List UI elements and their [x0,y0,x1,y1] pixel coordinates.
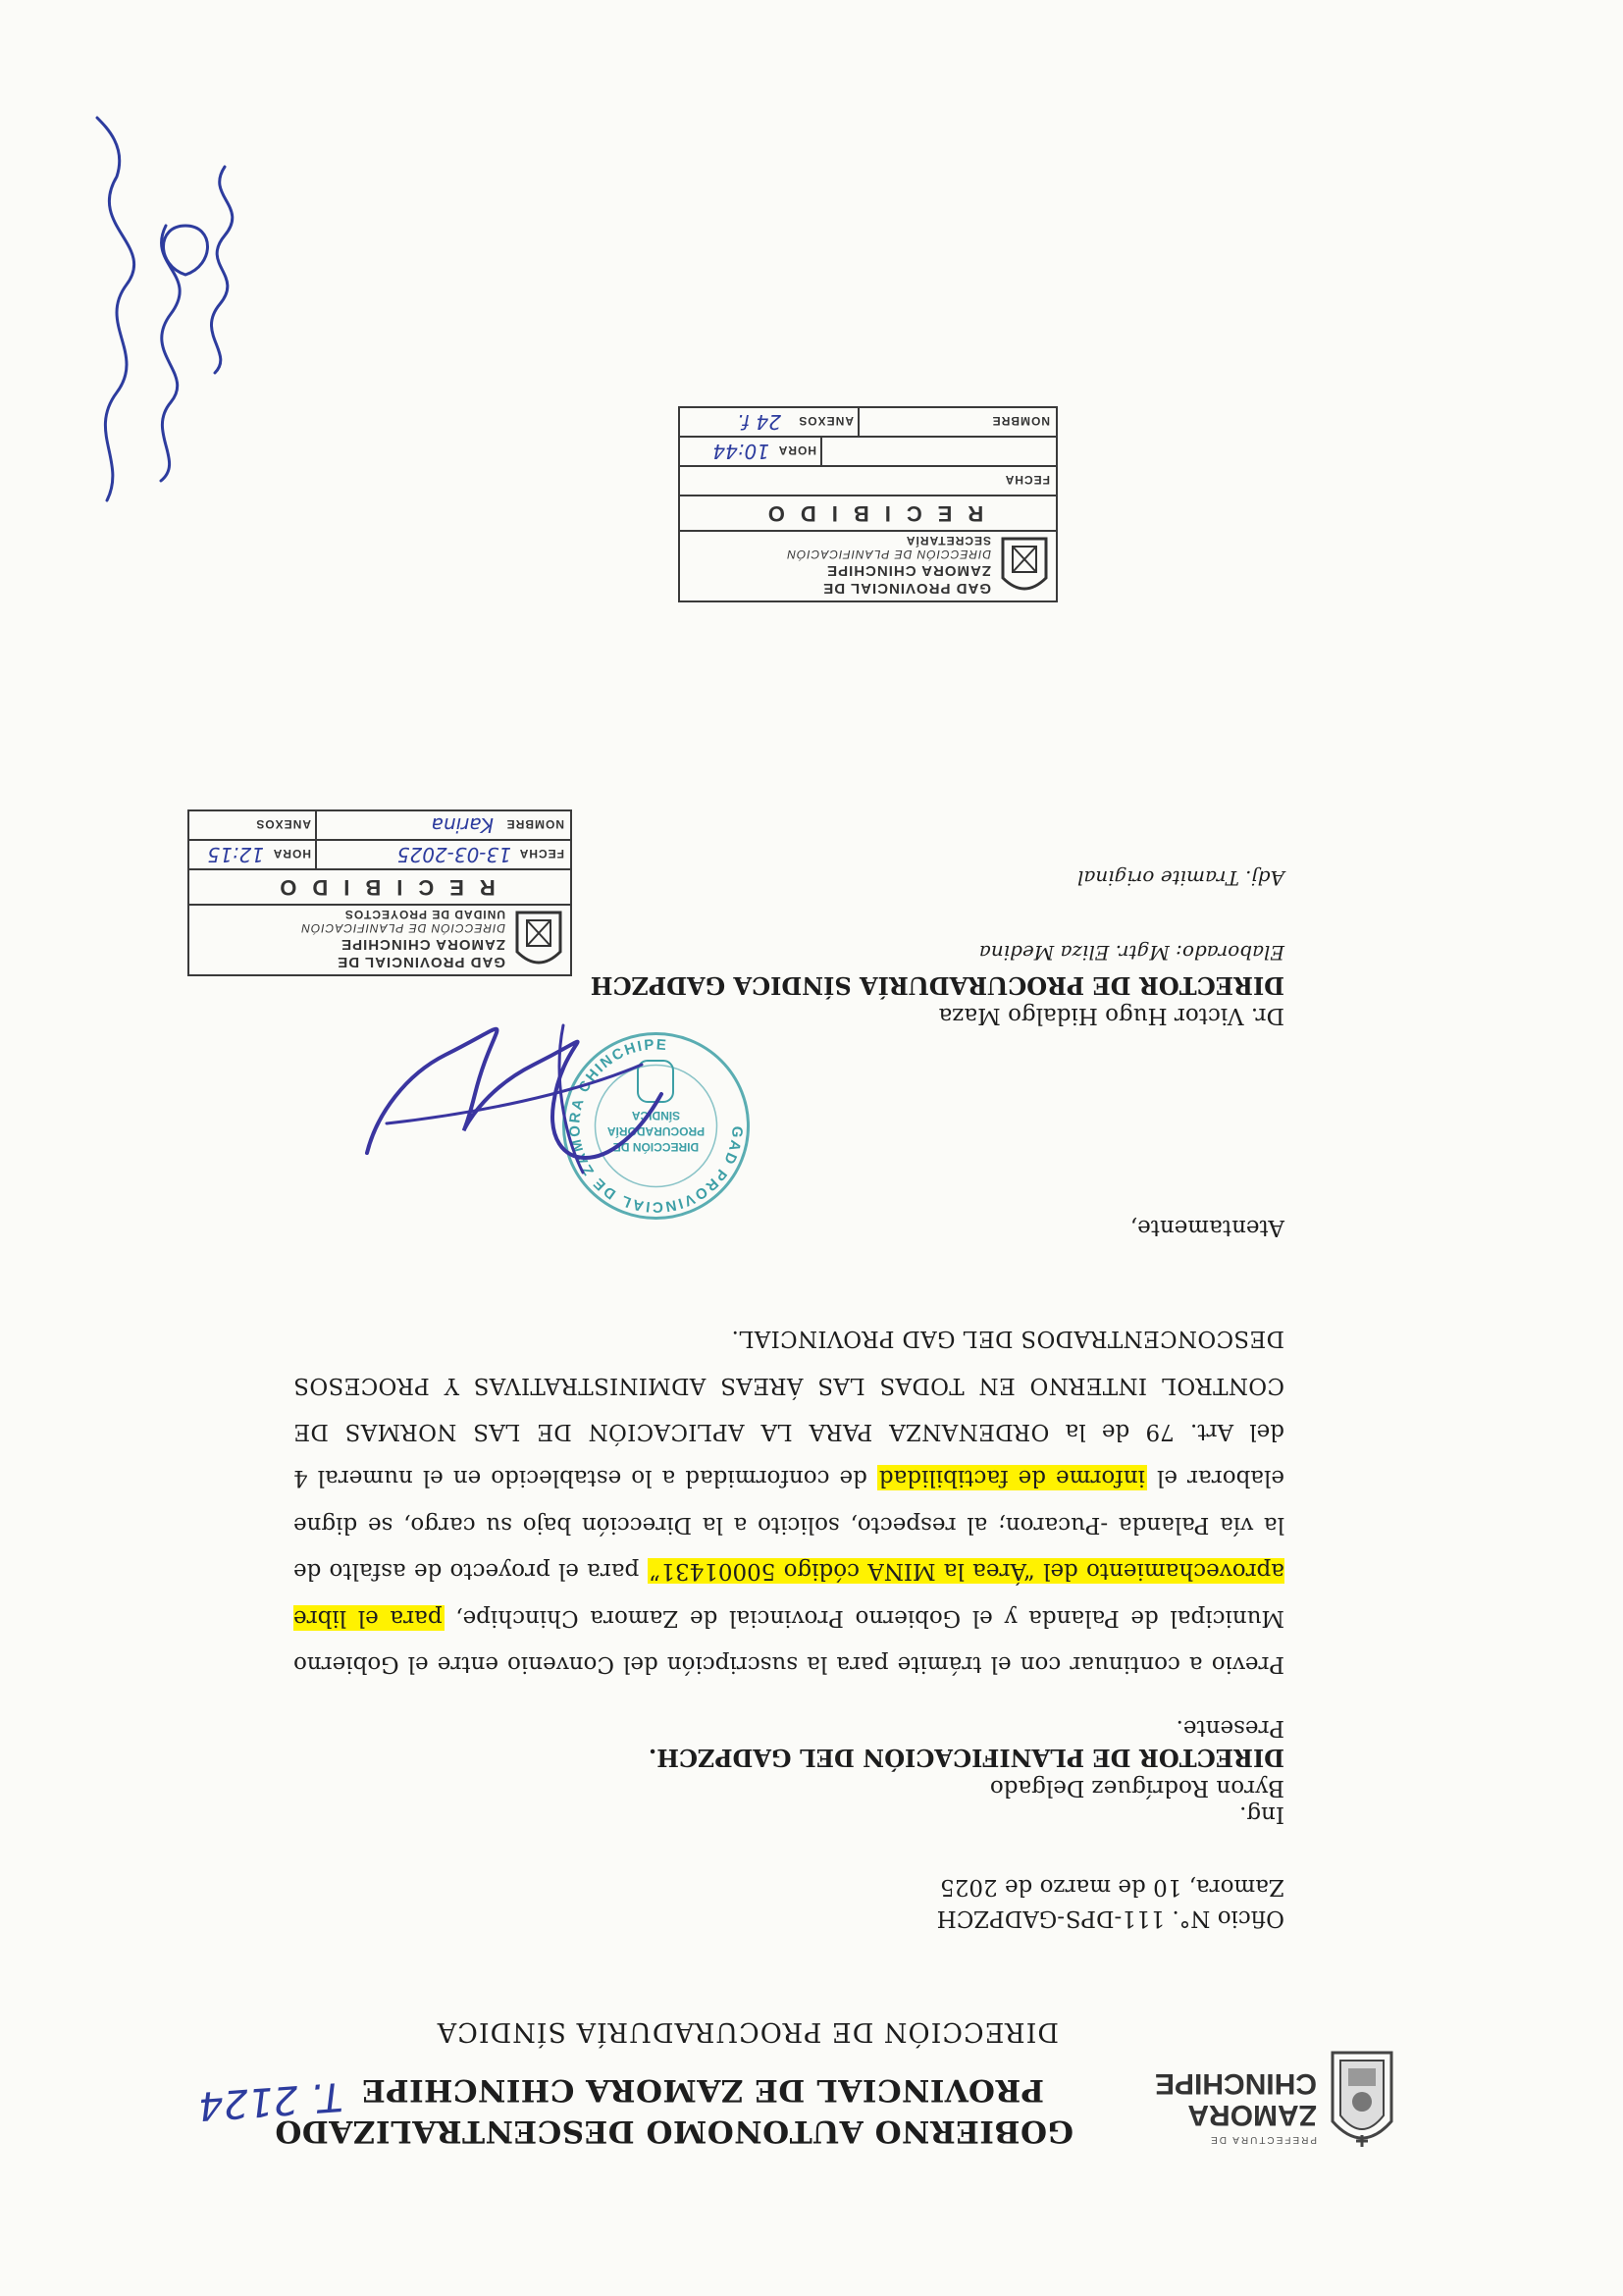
hora-value: 10:44 [712,440,769,463]
body-text-1: Previo a continuar con el trámite para la suscripción del Convenio entre el Gobierno Municipal de Palanda y el Gobierno Provincial de Zamora Chinchipe, [293,1604,1284,1677]
organization-name-line-1: GOBIERNO AUTONOMO DESCENTRALIZADO [274,2113,1073,2149]
stamp-line-3: DIRECCIÓN DE PLANIFICACIÓN [300,921,505,935]
handwritten-signature [347,1006,701,1212]
stamp-received-label: RECIBIDO [189,868,570,904]
fecha-label: FECHA [1004,473,1050,487]
prepared-by: Elaborado: Mgtr. Eliza Medina [978,941,1284,965]
attachment-note: Adj. Tramite original [1077,866,1284,890]
hora-label: HORA [272,847,311,861]
addressee-title: Ing. [1239,1801,1284,1827]
addressee-greeting: Presente. [1176,1715,1284,1741]
handwritten-margin-note [68,108,254,520]
stamp-line-2: ZAMORA CHINCHIPE [340,936,505,953]
fecha-label: FECHA [518,847,564,861]
signer-name: Dr. Victor Hugo Hidalgo Maza [938,1003,1284,1028]
department-name: DIRECCIÓN DE PROCURADURÍA SÍNDICA [436,2016,1059,2047]
stamp-line-1: GAD PROVINCIAL DE [822,580,991,597]
received-stamp-secretaria [678,406,1058,602]
stamp-row-date [680,465,1056,495]
prefectura-logo [1154,2033,1399,2151]
addressee-position: DIRECTOR DE PLANIFICACIÓN DEL GADPZCH. [648,1744,1284,1772]
stamp-row-time [680,436,1056,465]
stamp-line-4: SECRETARÍA [905,534,991,548]
logo-line-1: ZAMORA [1187,2099,1317,2131]
addressee-name: Byron Rodríguez Delgado [989,1775,1284,1800]
body-text-2: para el proyecto de asfalto de la vía Palanda -Pucaron; al respecto, solicito a la Dirección bajo su cargo, se digne elaborar el [293,1465,1284,1585]
ordinance-title: ORDENANZA PARA LA APLICACIÓN DE LAS NORMAS DE CONTROL INTERNO EN TODAS LAS ÁREAS ADMINISTRATIVAS Y PROCESOS DESCONCENTRADOS DEL GAD PROVINCIAL. [292,1326,1284,1444]
seal-inner-line-2: PROCURADORÍA [606,1124,706,1138]
stamp-row-date-time [189,839,570,868]
oficio-number: Oficio N°. 111-DPS-GADPZCH [936,1905,1284,1931]
nombre-label: NOMBRE [991,414,1050,428]
stamp-received-label: RECIBIDO [680,495,1056,530]
seal-inner-line-1: DIRECCIÓN DE [612,1140,700,1154]
anexos-value: 24 f. [737,410,781,434]
stamp-line-2: ZAMORA CHINCHIPE [826,562,991,579]
crest-icon [1325,2049,1399,2151]
stamp-row-name-annexes [680,408,1056,436]
stamp-line-1: GAD PROVINCIAL DE [337,954,505,970]
stamp-row-name-annexes [189,811,570,839]
signer-position: DIRECTOR DE PROCURADURÍA SÍNDICA GADPZCH [590,971,1284,1000]
body-text-3: de conformidad a lo establecido en el numeral 4 del Art. 79 de la [292,1418,1284,1491]
organization-name-line-2: PROVINCIAL DE ZAMORA CHINCHIPE [361,2072,1044,2108]
registry-number-handwritten: T. 2124 [196,2072,344,2129]
nombre-label: NOMBRE [505,817,564,831]
hora-label: HORA [777,444,816,457]
highlighted-text-1: para el libre aprovechamiento del “Área la MINA código 50001431” [293,1558,1284,1631]
anexos-label: ANEXOS [255,817,311,831]
logo-line-2: CHINCHIPE [1154,2067,1317,2100]
stamp-crest-icon [999,537,1050,596]
highlighted-text-2: informe de factibilidad [878,1465,1145,1491]
nombre-value: Karina [431,813,494,837]
seal-outer-text: GAD PROVINCIAL DE ZAMORA CHINCHIPE [566,1036,746,1216]
stamp-line-4: UNIDAD DE PROYECTOS [343,908,505,921]
logo-prefix: PREFECTURA DE [1209,2134,1317,2145]
stamp-crest-icon [513,911,564,969]
seal-inner-line-3: SÍNDICA [631,1109,681,1122]
closing: Atentamente, [1129,1215,1284,1240]
stamp-line-3: DIRECCIÓN DE PLANIFICACIÓN [786,548,991,561]
fecha-value: 13-03-2025 [396,843,511,866]
hora-value: 12:15 [207,843,264,866]
letter-body [293,1315,1284,1687]
place-date: Zamora, 10 de marzo de 2025 [940,1874,1284,1900]
anexos-label: ANEXOS [798,414,854,428]
received-stamp-projects-unit [187,809,572,976]
